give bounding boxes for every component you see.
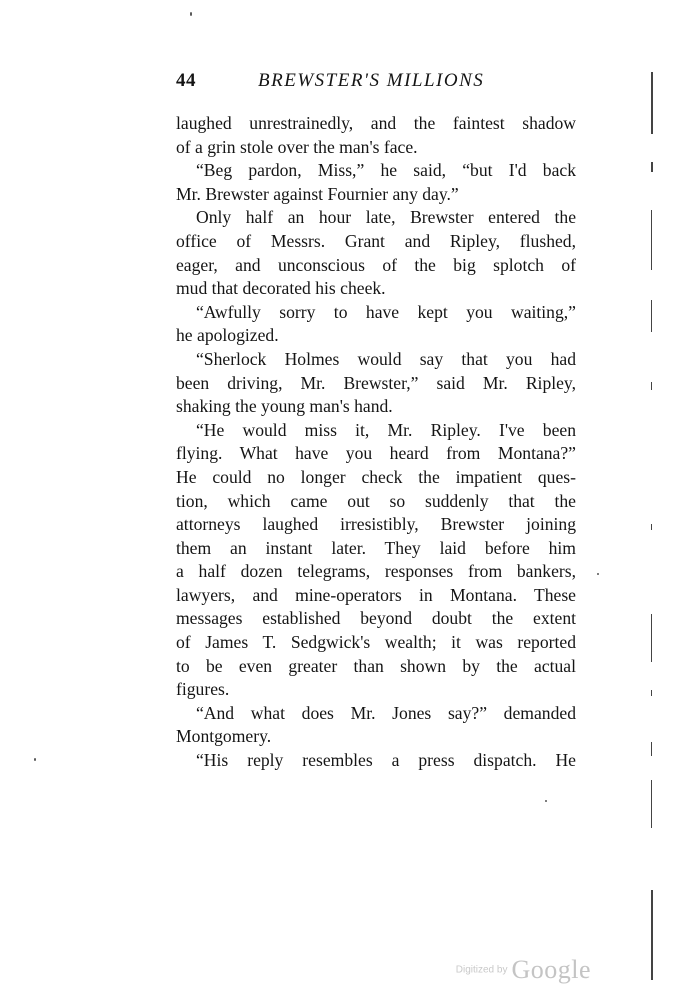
- scan-edge-mark: [651, 614, 652, 662]
- text-line: tion, which came out so suddenly that the: [176, 490, 576, 511]
- text-line: laughed unrestrainedly, and the faintest shadow: [176, 113, 576, 133]
- text-line: “Beg pardon, Miss,” he said, “but I'd back: [196, 160, 576, 181]
- text-line: to be even greater than shown by the actual: [176, 655, 576, 676]
- running-title: BREWSTER'S MILLIONS: [258, 70, 485, 91]
- text-line: of James T. Sedgwick's wealth; it was reported: [176, 632, 576, 653]
- text-line: lawyers, and mine-operators in Montana. These: [176, 584, 576, 605]
- text-line: eager, and unconscious of the big splotch of: [176, 254, 576, 275]
- text-line: Only half an hour late, Brewster entered the: [196, 207, 576, 228]
- scan-edge-mark: [651, 72, 653, 134]
- text-line: “His reply resembles a press dispatch. He: [196, 750, 576, 771]
- text-line: shaking the young man's hand.: [176, 396, 393, 417]
- text-line: office of Messrs. Grant and Ripley, flushed,: [176, 230, 576, 251]
- text-line: “Awfully sorry to have kept you waiting,”: [196, 301, 576, 322]
- scan-edge-mark: [651, 382, 652, 390]
- text-line: “And what does Mr. Jones say?” demanded: [196, 702, 576, 723]
- page-number: 44: [176, 70, 196, 91]
- text-line: Montgomery.: [176, 726, 272, 747]
- text-line: He could no longer check the impatient ques-: [176, 466, 576, 487]
- scan-speck: [34, 758, 36, 761]
- text-line: messages established beyond doubt the extent: [176, 608, 576, 629]
- scan-edge-mark: [651, 742, 652, 756]
- digitization-watermark: [456, 955, 591, 985]
- text-line: been driving, Mr. Brewster,” said Mr. Ripley,: [176, 372, 576, 393]
- text-line: he apologized.: [176, 325, 279, 346]
- watermark-logo: Google: [511, 955, 591, 984]
- body-text: [176, 112, 576, 773]
- text-line: mud that decorated his cheek.: [176, 278, 386, 299]
- scan-speck: [597, 573, 599, 575]
- scan-edge-mark: [651, 780, 652, 828]
- scan-edge-mark: [651, 890, 653, 980]
- scan-edge-mark: [651, 162, 653, 172]
- text-line: Mr. Brewster against Fournier any day.”: [176, 183, 459, 204]
- text-line: of a grin stole over the man's face.: [176, 136, 418, 157]
- text-line: attorneys laughed irresistibly, Brewster joining: [176, 514, 576, 535]
- scan-speck: [545, 800, 547, 802]
- watermark-prefix: Digitized by: [455, 964, 508, 976]
- running-head: [176, 70, 576, 98]
- text-line: a half dozen telegrams, responses from bankers,: [176, 561, 576, 582]
- text-line: “He would miss it, Mr. Ripley. I've been: [196, 419, 576, 440]
- text-line: “Sherlock Holmes would say that you had: [196, 348, 576, 369]
- scan-edge-mark: [651, 690, 652, 696]
- scan-speck: [190, 12, 192, 16]
- scan-edge-mark: [651, 524, 652, 530]
- scan-edge-mark: [651, 300, 652, 332]
- text-line: figures.: [176, 679, 230, 700]
- scan-edge-mark: [651, 210, 652, 270]
- text-line: flying. What have you heard from Montana?”: [176, 443, 576, 464]
- text-line: them an instant later. They laid before him: [176, 537, 576, 558]
